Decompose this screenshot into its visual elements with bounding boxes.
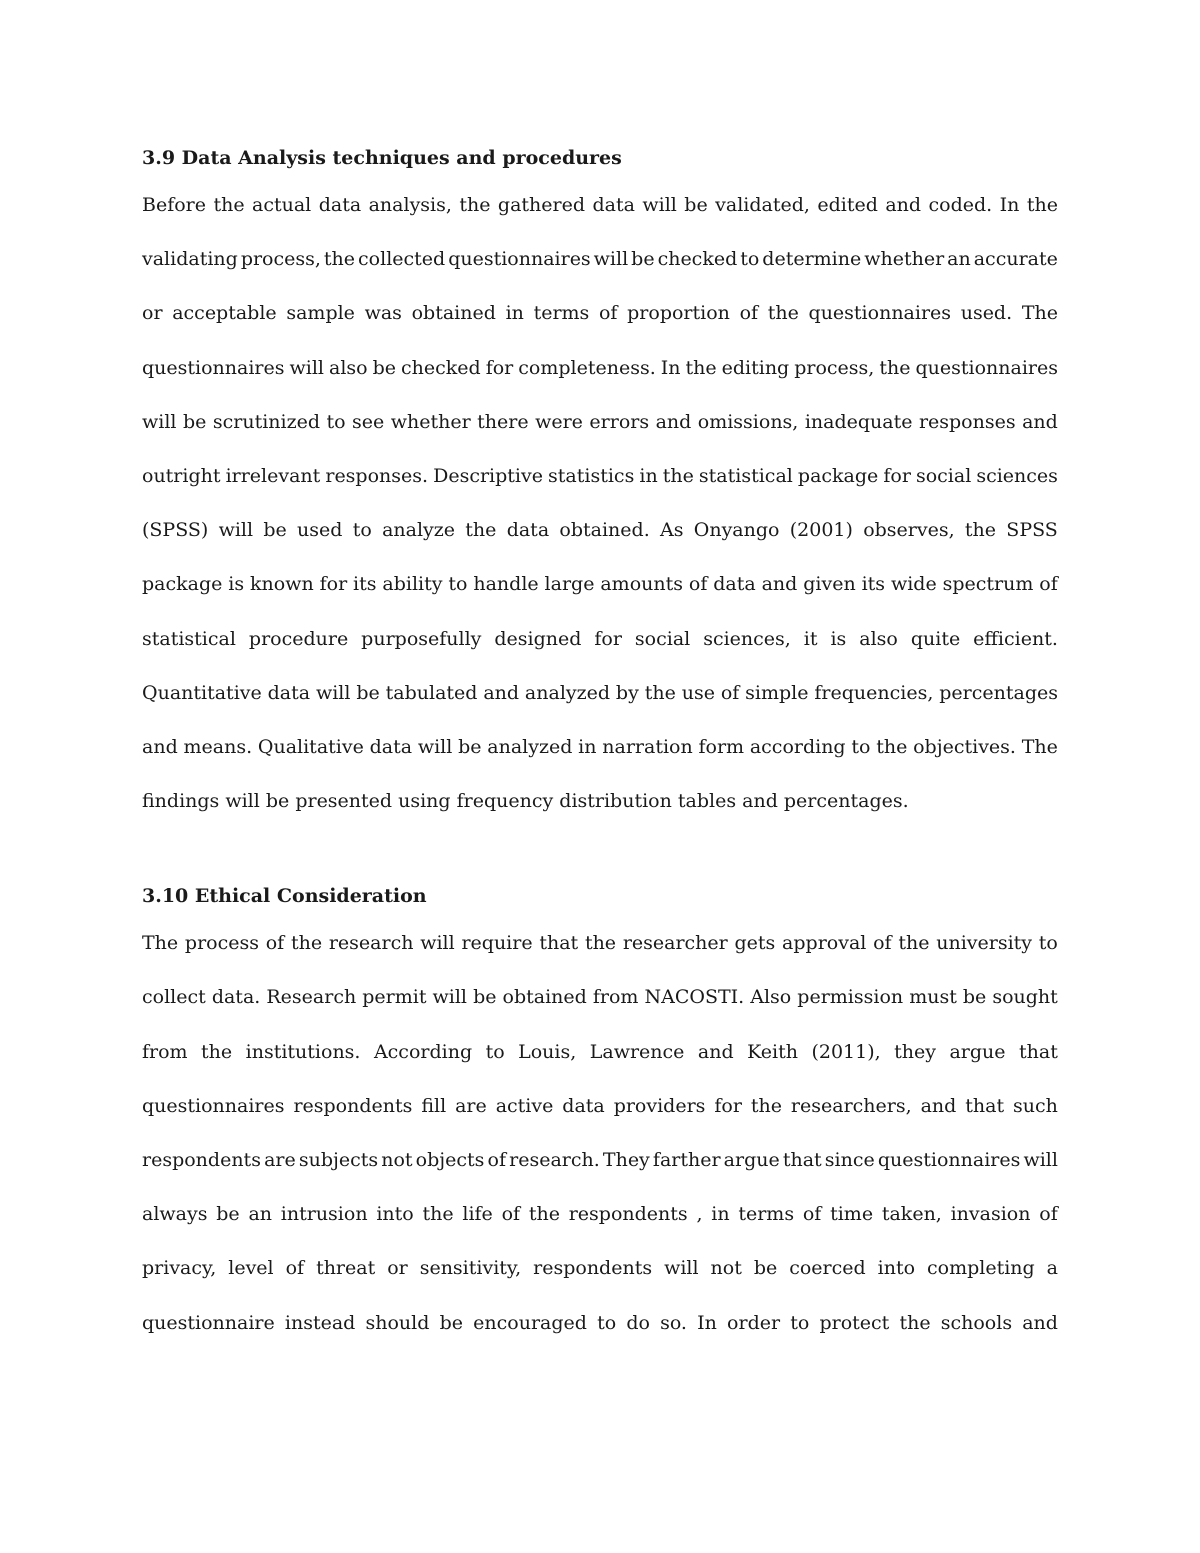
paragraph-line: outright irrelevant responses. Descriptive statistics in the statistical package for social sciences	[142, 464, 1058, 487]
paragraph-line: respondents are subjects not objects of research. They farther argue that since questionnaires will	[142, 1149, 1058, 1171]
paragraph-line: questionnaires respondents fill are active data providers for the researchers, and that such	[142, 1094, 1058, 1117]
paragraph-line: package is known for its ability to handle large amounts of data and given its wide spectrum of	[142, 573, 1058, 596]
section-data-analysis	[142, 138, 1058, 828]
section-ethical-consideration	[142, 876, 1058, 1350]
section-heading: 3.9 Data Analysis techniques and procedures	[142, 147, 622, 169]
paragraph-line: (SPSS) will be used to analyze the data obtained. As Onyango (2001) observes, the SPSS	[142, 519, 1058, 542]
section-heading: 3.10 Ethical Consideration	[142, 885, 427, 908]
section-paragraph	[142, 916, 1058, 1350]
paragraph-line: questionnaire instead should be encouraged to do so. In order to protect the schools and	[142, 1311, 1058, 1334]
paragraph-line: will be scrutinized to see whether there were errors and omissions, inadequate responses and	[142, 410, 1058, 433]
paragraph-line: validating process, the collected questionnaires will be checked to determine whether an accurate	[142, 248, 1058, 271]
paragraph-line: The process of the research will require that the researcher gets approval of the university to	[142, 932, 1058, 955]
paragraph-line: collect data. Research permit will be obtained from NACOSTI. Also permission must be sought	[142, 986, 1058, 1009]
paragraph-line: or acceptable sample was obtained in terms of proportion of the questionnaires used. The	[142, 302, 1058, 325]
paragraph-line: Quantitative data will be tabulated and analyzed by the use of simple frequencies, percentages	[142, 681, 1058, 704]
paragraph-line: and means. Qualitative data will be analyzed in narration form according to the objectives. The	[142, 735, 1058, 758]
paragraph-line: always be an intrusion into the life of the respondents , in terms of time taken, invasion of	[142, 1203, 1058, 1226]
paragraph-line: from the institutions. According to Louis, Lawrence and Keith (2011), they argue that	[142, 1040, 1058, 1063]
section-paragraph	[142, 178, 1058, 828]
paragraph-line: questionnaires will also be checked for completeness. In the editing process, the questionnaires	[142, 356, 1058, 379]
paragraph-line: findings will be presented using frequency distribution tables and percentages.	[142, 790, 909, 813]
document-page	[142, 138, 1058, 1350]
paragraph-line: privacy, level of threat or sensitivity, respondents will not be coerced into completing a	[142, 1257, 1058, 1280]
paragraph-line: Before the actual data analysis, the gathered data will be validated, edited and coded. In the	[142, 194, 1058, 216]
paragraph-line: statistical procedure purposefully designed for social sciences, it is also quite efficient.	[142, 627, 1058, 650]
section-gap	[142, 828, 1058, 876]
